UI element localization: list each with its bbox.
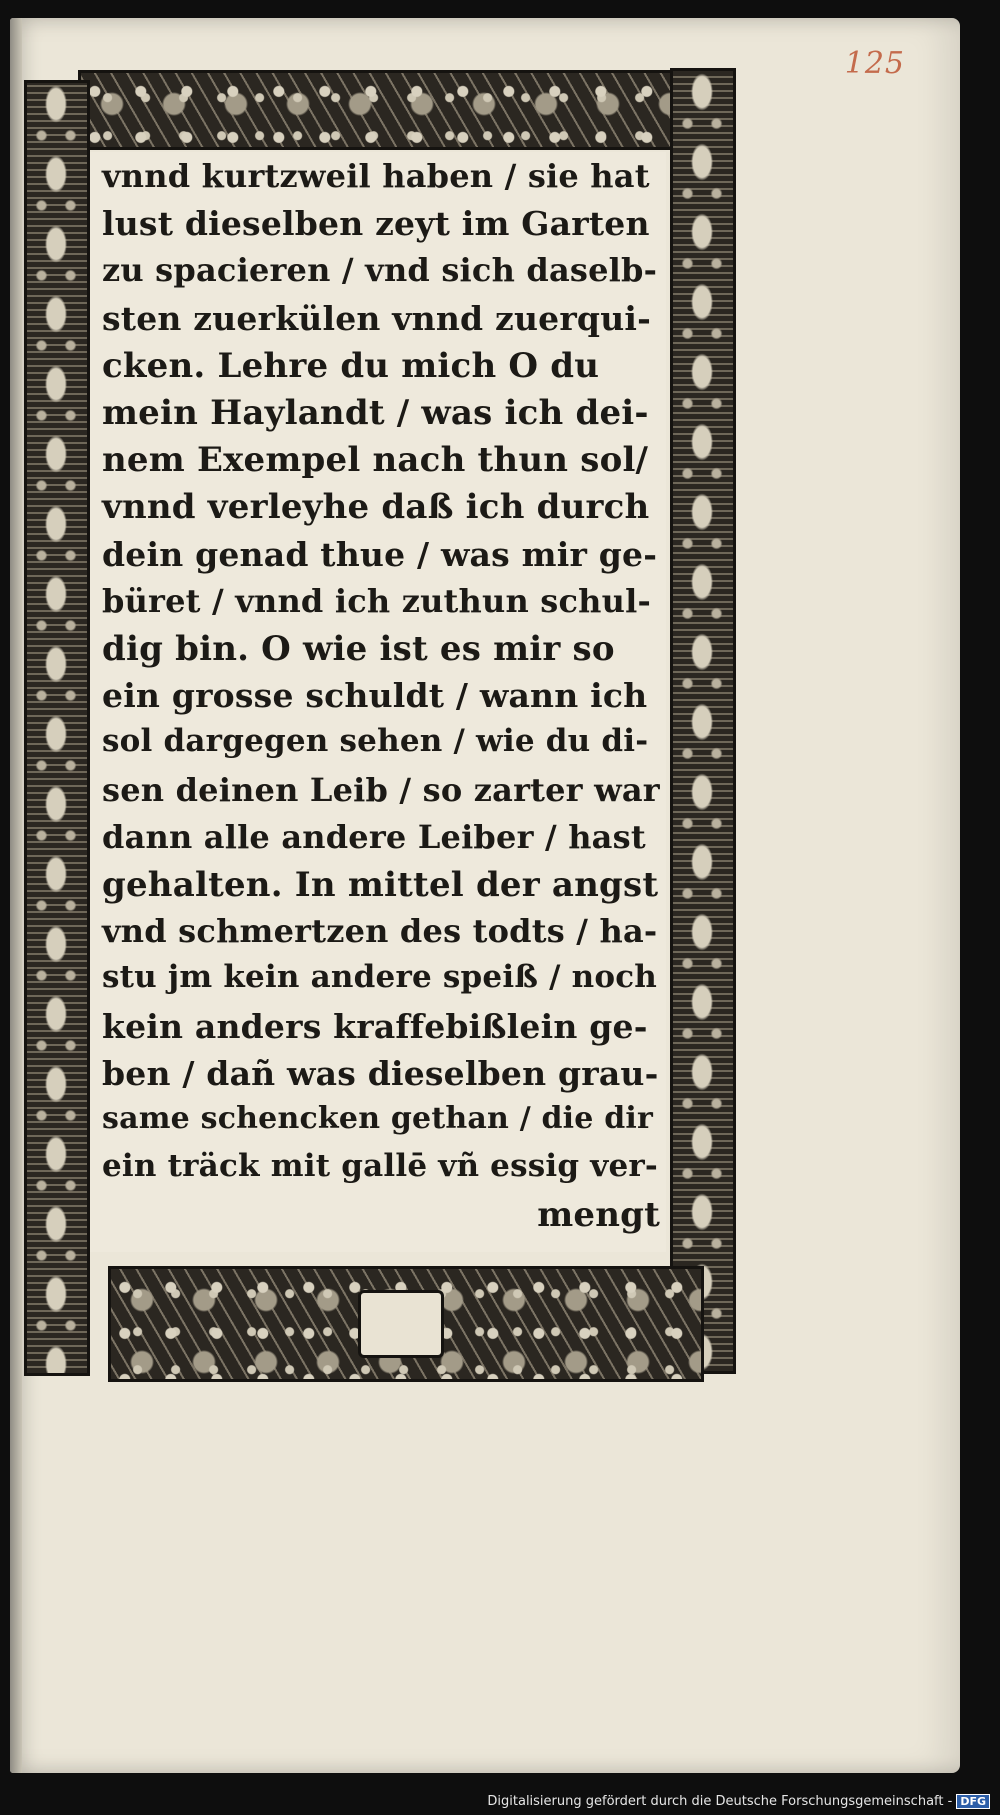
border-cartouche — [358, 1290, 444, 1358]
footer-credit — [487, 1794, 990, 1809]
footer-bar — [0, 1787, 1000, 1815]
text-line: mengt — [537, 1195, 660, 1236]
text-line: dann alle andere Leiber / hast — [102, 817, 646, 856]
woodcut-border-left — [24, 80, 90, 1376]
text-line: zu spacieren / vnd sich daselb- — [102, 251, 658, 290]
book-page — [10, 18, 960, 1773]
text-line: ein träck mit gallē vñ essig ver- — [102, 1148, 658, 1185]
woodcut-border-top — [78, 70, 674, 150]
text-line: gehalten. In mittel der angst — [102, 865, 659, 905]
text-line: lust dieselben zeyt im Garten — [102, 204, 650, 244]
text-block — [90, 152, 666, 1252]
text-line: ben / dañ was dieselben grau- — [102, 1053, 659, 1093]
text-line: nem Exempel nach thun sol/ — [102, 440, 649, 481]
text-line: cken. Lehre du mich O du — [102, 345, 600, 386]
text-line: büret / vnnd ich zuthun schul- — [102, 581, 651, 620]
text-line: sten zuerkülen vnnd zuerqui- — [102, 298, 652, 338]
text-line: vnd schmertzen des todts / ha- — [102, 912, 658, 951]
text-line: dig bin. O wie ist es mir so — [102, 629, 615, 669]
text-line: sen deinen Leib / so zarter war — [102, 770, 660, 809]
dfg-logo: DFG — [956, 1794, 990, 1809]
page-gutter-edge — [10, 18, 22, 1773]
woodcut-border-right — [670, 68, 736, 1374]
text-line: kein anders kraffebißlein ge- — [102, 1006, 648, 1046]
text-line: sol dargegen sehen / wie du di- — [102, 723, 649, 760]
text-line: stu jm kein andere speiß / noch — [102, 959, 658, 996]
text-line: ein grosse schuldt / wann ich — [102, 676, 648, 716]
footer-credit-text: Digitalisierung gefördert durch die Deutsche Forschungsgemeinschaft - — [487, 1794, 953, 1809]
text-line: dein genad thue / was mir ge- — [102, 534, 658, 574]
text-line: mein Haylandt / was ich dei- — [102, 393, 649, 433]
text-line: same schencken gethan / die dir — [102, 1101, 653, 1136]
folio-number: 125 — [844, 46, 905, 81]
text-line: vnnd kurtzweil haben / sie hat — [102, 157, 650, 195]
text-line: vnnd verleyhe daß ich durch — [102, 487, 650, 528]
